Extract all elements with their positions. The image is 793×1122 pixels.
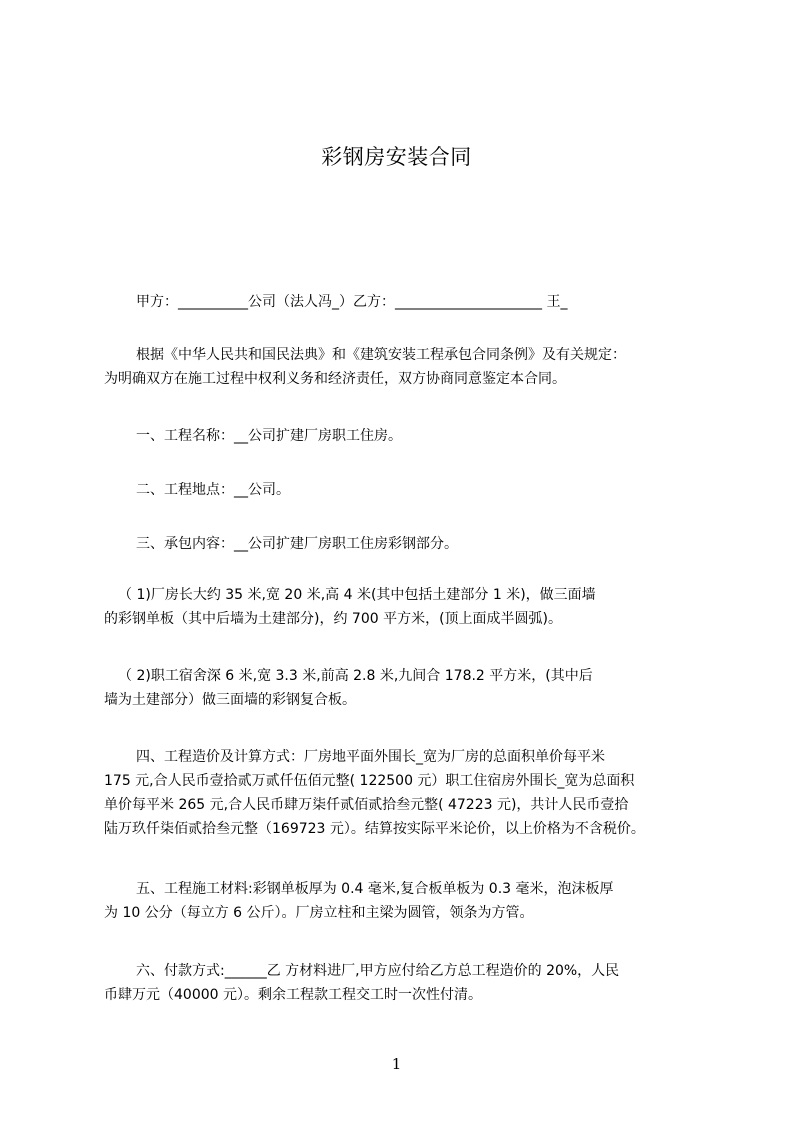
- clause-materials: [104, 877, 696, 925]
- clause-scope-dormitory-line-1: （ 2)职工宿舍深 6 米,宽 3.3 米,前高 2.8 米,九间合 178.2 平方米，(其中后: [118, 668, 593, 684]
- clause-payment-line-2: 币肆万元（40000 元）。剩余工程款工程交工时一次性付清。: [104, 987, 482, 1003]
- clause-pricing-line-2: 175 元,合人民币壹拾贰万贰仟伍佰元整( 122500 元）职工住宿房外围长_宽为总面积: [104, 773, 635, 789]
- clause-pricing-line-4: 陆万玖仟柒佰贰拾叁元整（169723 元）。结算按实际平米论价，以上价格为不含税价。: [104, 821, 645, 837]
- clause-project-location: [104, 478, 696, 502]
- clause-pricing: [104, 745, 696, 841]
- document-title: 彩钢房安装合同: [321, 145, 472, 169]
- clause-scope-dormitory-line-2: 墙为土建部分）做三面墙的彩钢复合板。: [104, 692, 356, 708]
- clause-scope-factory-line-2: 的彩钢单板（其中后墙为土建部分)，约 700 平方米，(顶上面成半圆弧)。: [104, 611, 563, 627]
- preamble-line-1: 根据《中华人民共和国民法典》和《建筑安装工程承包合同条例》及有关规定：: [136, 347, 626, 363]
- clause-project-name-text: 一、工程名称：__公司扩建厂房职工住房。: [136, 428, 402, 444]
- clause-scope-factory-line-1: （ 1)厂房长大约 35 米,宽 20 米,高 4 米(其中包括土建部分 1 米)，做三面墙: [118, 587, 596, 603]
- parties-text: 甲方：__________公司（法人冯_）乙方：_____________________ 王_: [136, 294, 568, 310]
- clause-pricing-line-3: 单价每平米 265 元,合人民币肆万柒仟贰佰贰拾叁元整( 47223 元)，共计人民币壹拾: [104, 797, 629, 813]
- clause-materials-line-1: 五、工程施工材料:彩钢单板厚为 0.4 毫米,复合板单板为 0.3 毫米，泡沫板厚: [136, 881, 614, 897]
- page-number: 1: [391, 1055, 402, 1073]
- clause-payment: [104, 959, 696, 1007]
- clause-pricing-line-1: 四、工程造价及计算方式：厂房地平面外围长_宽为厂房的总面积单价每平米: [136, 749, 605, 765]
- clause-payment-line-1: 六、付款方式:______乙 方材料进厂,甲方应付给乙方总工程造价的 20%，人民: [136, 963, 620, 979]
- clause-contract-scope-text: 三、承包内容：__公司扩建厂房职工住房彩钢部分。: [136, 536, 458, 552]
- clause-scope-dormitory: [104, 664, 696, 712]
- parties-line: [104, 290, 696, 314]
- clause-project-name: [104, 424, 696, 448]
- clause-materials-line-2: 为 10 公分（每立方 6 公斤）。厂房立柱和主梁为圆管，领条为方管。: [104, 905, 534, 921]
- preamble-paragraph: [104, 343, 696, 391]
- preamble-line-2: 为明确双方在施工过程中权利义务和经济责任，双方协商同意鉴定本合同。: [104, 371, 566, 387]
- clause-contract-scope: [104, 532, 696, 556]
- clause-project-location-text: 二、工程地点：__公司。: [136, 482, 290, 498]
- clause-scope-factory: [104, 583, 696, 631]
